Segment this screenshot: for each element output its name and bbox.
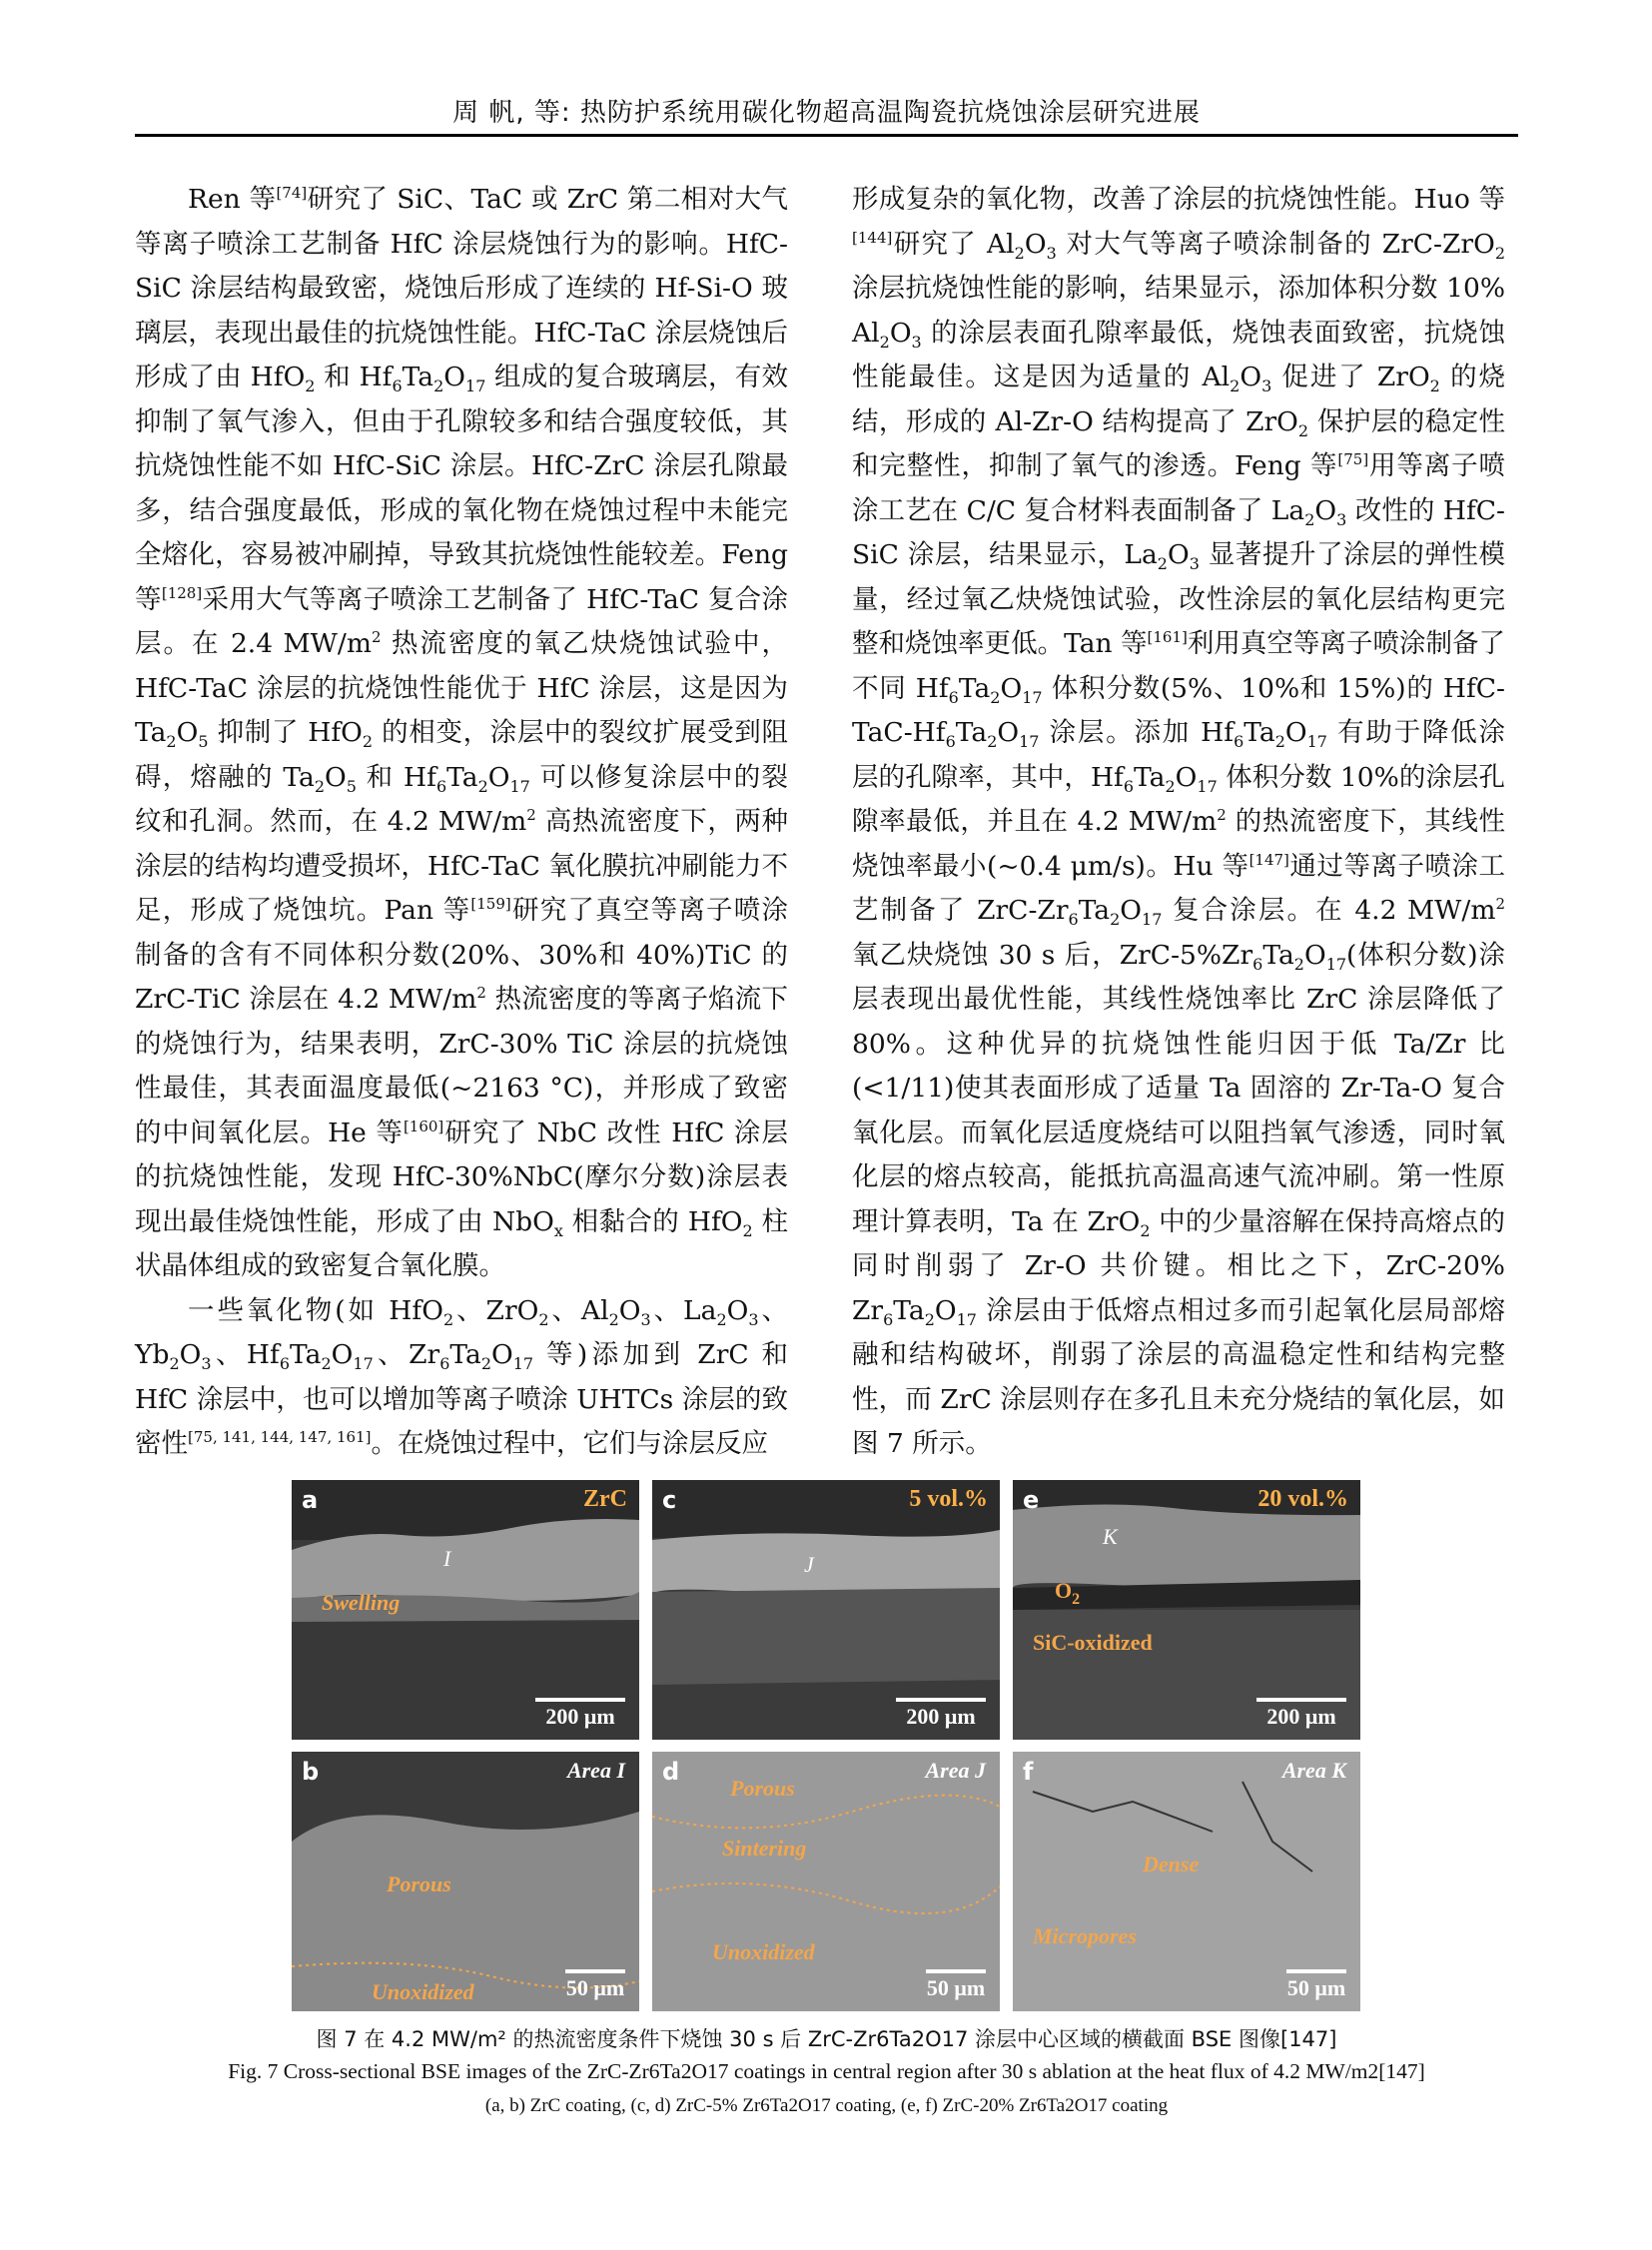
panel-d-label: d bbox=[662, 1758, 680, 1786]
panel-e-title: 20 vol.% bbox=[1257, 1486, 1348, 1512]
running-header: 周 帆, 等: 热防护系统用碳化物超高温陶瓷抗烧蚀涂层研究进展 bbox=[452, 98, 1201, 128]
annotation-j: J bbox=[804, 1552, 814, 1577]
left-column-text: Ren 等[74]研究了 SiC、TaC 或 ZrC 第二相对大气等离子喷涂工艺制备 HfC 涂层烧蚀行为的影响。HfC-SiC 涂层结构最致密，烧蚀后形成了连续的 Hf-Si-O 玻璃层，表现出最佳的抗烧蚀性能。HfC-TaC 涂层烧蚀后形成了由 HfO$_2$ 和 $Hf_6Ta_2O_{17}$ 组成的复合玻璃层，有效抑制了氧气渗入，但由于孔隙较多和结合强度较低，其抗烧蚀性能不如 HfC-SiC 涂层。HfC-ZrC 涂层孔隙最多，结合强度最低，形成的氧化物在烧蚀过程中未能完全熔化，容易被冲刷掉，导致其抗烧蚀性能较差。Feng 等[128]采用大气等离子喷涂工艺制备了 HfC-TaC 复合涂层。在 2.4 $MW/m^2$ 热流密度的氧乙炔烧蚀试验中，HfC-TaC 涂层的抗烧蚀性能优于 HfC 涂层，这是因为 $Ta_2O_5$ 抑制了 HfO$_2$ 的相变，涂层中的裂纹扩展受到阻碍，熔融的 $Ta_2O_5$ 和 $Hf_6Ta_2O_{17}$ 可以修复涂层中的裂纹和孔洞。然而，在 4.2 $MW/m^2$ 高热流密度下，两种涂层的结构均遭受损坏，HfC-TaC 氧化膜抗冲刷能力不足，形成了烧蚀坑。Pan 等[159]研究了真空等离子喷涂制备的含有不同体积分数(20%、30%和 40%)TiC 的 ZrC-TiC 涂层在 4.2 $MW/m^2$ 热流密度的等离子焰流下的烧蚀行为，结果表明，ZrC-30% TiC 涂层的抗烧蚀性最佳，其表面温度最低(~2163 °C)，并形成了致密的中间氧化层。He 等[160]研究了 NbC 改性 HfC 涂层的抗烧蚀性能，发现 HfC-30%NbC(摩尔分数)涂层表现出最佳烧蚀性能，形成了由 NbO$_x$ 相黏合的 HfO$_2$ 柱状晶体组成的致密复合氧化膜。 bbox=[135, 184, 789, 1281]
panel-d-title: Area J bbox=[925, 1758, 986, 1783]
panel-f-title: Area K bbox=[1281, 1758, 1346, 1783]
scale-bar-e: 200 μm bbox=[1256, 1698, 1346, 1730]
panel-c bbox=[652, 1480, 1000, 1740]
annotation-swelling: Swelling bbox=[322, 1590, 401, 1615]
scale-bar-f: 50 μm bbox=[1286, 1969, 1346, 2001]
panel-b-label: b bbox=[302, 1758, 320, 1786]
panel-c-title: 5 vol.% bbox=[909, 1486, 988, 1512]
annotation-unoxidized-b: Unoxidized bbox=[372, 1979, 474, 2004]
annotation-unoxidized-d: Unoxidized bbox=[712, 1939, 815, 1964]
scale-bar-a: 200 μm bbox=[535, 1698, 625, 1730]
annotation-porous-d: Porous bbox=[730, 1776, 795, 1801]
annotation-sintering: Sintering bbox=[722, 1836, 807, 1861]
caption-cn: 图 7 在 4.2 MW/m² 的热流密度条件下烧蚀 30 s 后 ZrC-Zr6Ta2O17 涂层中心区域的横截面 BSE 图像[147] bbox=[316, 2027, 1337, 2051]
annotation-k: K bbox=[1103, 1524, 1118, 1549]
scale-bar-d: 50 μm bbox=[926, 1969, 986, 2001]
panel-f-label: f bbox=[1023, 1758, 1034, 1786]
panel-a-title: ZrC bbox=[583, 1486, 627, 1512]
panel-b bbox=[292, 1752, 639, 2011]
caption-sub: (a, b) ZrC coating, (c, d) ZrC-5% Zr6Ta2O17 coating, (e, f) ZrC-20% Zr6Ta2O17 coating bbox=[484, 2095, 1169, 2116]
left-column-text-2: 一些氧化物(如 HfO$_2$、ZrO$_2$、$Al_2O_3$、$La_2O_3$、$Yb_2O_3$、$Hf_6Ta_2O_{17}$、$Zr_6Ta_2O_{17}$ 等)添加到 ZrC 和 HfC 涂层中，也可以增加等离子喷涂 UHTCs 涂层的致密性[75, 141, 144, 147, 161]。在烧蚀过程中，它们与涂层反应 bbox=[135, 1294, 789, 1459]
annotation-i: I bbox=[443, 1546, 451, 1571]
panel-b-title: Area I bbox=[566, 1758, 625, 1783]
panel-d bbox=[652, 1752, 1000, 2011]
annotation-micropores: Micropores bbox=[1033, 1923, 1137, 1948]
annotation-porous-b: Porous bbox=[387, 1872, 451, 1896]
annotation-o2: $O_2$ bbox=[1055, 1578, 1081, 1608]
annotation-dense: Dense bbox=[1143, 1852, 1200, 1876]
panel-c-label: c bbox=[662, 1486, 677, 1514]
panel-a-label: a bbox=[302, 1486, 319, 1514]
panel-f bbox=[1013, 1752, 1360, 2011]
right-column-text: 形成复杂的氧化物，改善了涂层的抗烧蚀性能。Huo 等[144]研究了 $Al_2O_3$ 对大气等离子喷涂制备的 ZrC-ZrO$_2$ 涂层抗烧蚀性能的影响，结果显示，添加体积分数 10% $Al_2O_3$ 的涂层表面孔隙率最低，烧蚀表面致密，抗烧蚀性能最佳。这是因为适量的 $Al_2O_3$ 促进了 ZrO$_2$ 的烧结，形成的 Al-Zr-O 结构提高了 ZrO$_2$ 保护层的稳定性和完整性，抑制了氧气的渗透。Feng 等[75]用等离子喷涂工艺在 C/C 复合材料表面制备了 $La_2O_3$ 改性的 HfC-SiC 涂层，结果显示，$La_2O_3$ 显著提升了涂层的弹性模量，经过氧乙炔烧蚀试验，改性涂层的氧化层结构更完整和烧蚀率更低。Tan 等[161]利用真空等离子喷涂制备了不同 $Hf_6Ta_2O_{17}$ 体积分数(5%、10%和 15%)的 HfC-$TaC-Hf_6Ta_2O_{17}$ 涂层。添加 $Hf_6Ta_2O_{17}$ 有助于降低涂层的孔隙率，其中，$Hf_6Ta_2O_{17}$ 体积分数 10%的涂层孔隙率最低，并且在 4.2 $MW/m^2$ 的热流密度下，其线性烧蚀率最小(~0.4 μm/s)。Hu 等[147]通过等离子喷涂工艺制备了 ZrC-$Zr_6Ta_2O_{17}$ 复合涂层。在 4.2 $MW/m^2$ 氧乙炔烧蚀 30 s 后，ZrC-$5\%Zr_6Ta_2O_{17}$(体积分数)涂层表现出最优性能，其线性烧蚀率比 ZrC 涂层降低了 80%。这种优异的抗烧蚀性能归因于低 Ta/Zr 比(<1/11)使其表面形成了适量 Ta 固溶的 Zr-Ta-O 复合氧化层。而氧化层适度烧结可以阻挡氧气渗透，同时氧化层的熔点较高，能抵抗高温高速气流冲刷。第一性原理计算表明，Ta 在 ZrO$_2$ 中的少量溶解在保持高熔点的同时削弱了 Zr-O 共价键。相比之下，ZrC-20% $Zr_6Ta_2O_{17}$ 涂层由于低熔点相过多而引起氧化层局部熔融和结构破坏，削弱了涂层的高温稳定性和结构完整性，而 ZrC 涂层则存在多孔且未充分烧结的氧化层，如图 7 所示。 bbox=[852, 184, 1506, 1459]
panel-a bbox=[292, 1480, 639, 1740]
scale-bar-b: 50 μm bbox=[565, 1969, 625, 2001]
figure-7 bbox=[292, 1480, 1360, 2012]
panel-e bbox=[1013, 1480, 1360, 1740]
caption-en: Fig. 7 Cross-sectional BSE images of the ZrC-Zr6Ta2O17 coatings in central region after 30 s ablation at the heat flux of 4.2 MW/m2[147] bbox=[228, 2059, 1425, 2083]
left-column bbox=[135, 178, 788, 1467]
panel-e-label: e bbox=[1023, 1486, 1040, 1514]
right-column bbox=[852, 178, 1505, 1467]
scale-bar-c: 200 μm bbox=[896, 1698, 986, 1730]
annotation-sic-oxidized: SiC-oxidized bbox=[1033, 1630, 1153, 1655]
header-rule bbox=[135, 134, 1518, 137]
